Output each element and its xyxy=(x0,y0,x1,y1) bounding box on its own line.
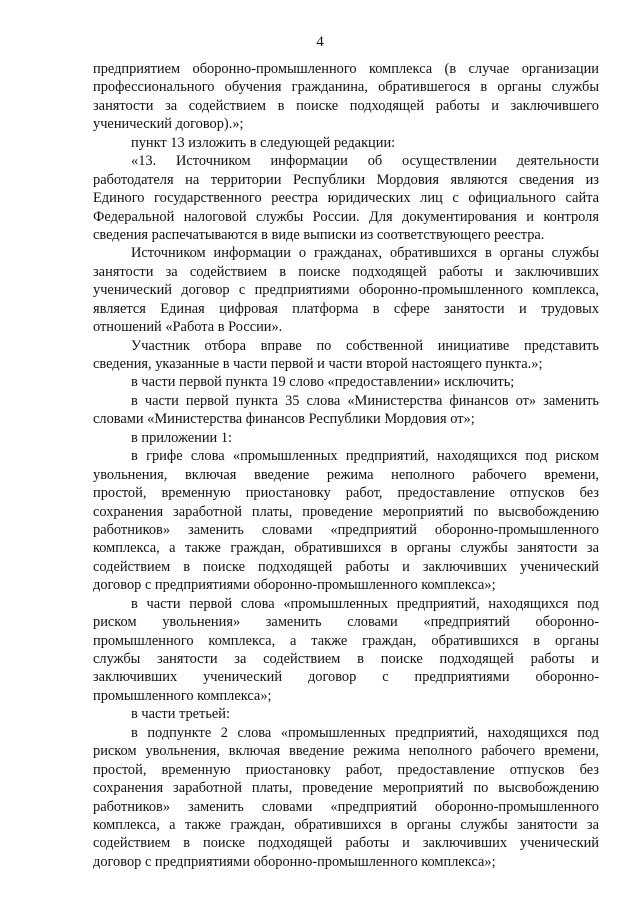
text-line: комплекса, а также граждан, обратившихся в органы службы занятости за xyxy=(93,540,599,557)
document-body xyxy=(93,60,599,871)
text-line: в части первой слова «промышленных предприятий, находящихся под xyxy=(131,595,599,612)
text-line: является Единая цифровая платформа в сфере занятости и трудовых xyxy=(93,300,599,317)
text-line: Источником информации о гражданах, обратившихся в органы службы xyxy=(131,245,599,262)
text-line: в грифе слова «промышленных предприятий, находящихся под риском xyxy=(131,448,599,465)
text-line: в подпункте 2 слова «промышленных предприятий, находящихся под xyxy=(131,724,599,741)
text-line: службы занятости за содействием в поиске подходящей работы и xyxy=(93,651,599,667)
text-line: простой, временную приостановку работ, предоставление отпусков без xyxy=(93,761,599,778)
text-line: Единого государственного реестра юридических лиц с официального сайта xyxy=(93,190,599,207)
text-line: предприятием оборонно-промышленного комплекса (в случае организации xyxy=(93,61,599,77)
text-line: в части третьей: xyxy=(131,706,230,723)
text-line: договор с предприятиями оборонно-промышленного комплекса»; xyxy=(93,853,496,870)
text-line: договор с предприятиями оборонно-промышленного комплекса»; xyxy=(93,577,496,594)
text-line: сведения распечатываются в виде выписки из соответствующего реестра. xyxy=(93,226,545,243)
text-line: содействием в поиске подходящей работы и заключивших ученический xyxy=(93,835,599,852)
text-line: промышленного комплекса»; xyxy=(93,687,272,704)
text-line: сохранения заработной платы, проведение мероприятий по высвобождению xyxy=(93,780,599,797)
text-line: пункт 13 изложить в следующей редакции: xyxy=(131,134,396,151)
text-line: занятости за содействием в поиске подходящей работы и заключившего xyxy=(93,97,599,114)
text-line: риском увольнения, включая введение режима неполного рабочего времени, xyxy=(93,743,599,760)
text-line: простой, временную приостановку работ, предоставление отпусков без xyxy=(93,485,599,502)
text-line: комплекса, а также граждан, обратившихся в органы службы занятости за xyxy=(93,816,599,833)
page-number: 4 xyxy=(316,34,324,50)
text-line: сохранения заработной платы, проведение мероприятий по высвобождению xyxy=(93,503,599,520)
text-line: сведения, указанные в части первой и части второй настоящего пункта.»; xyxy=(93,356,543,372)
text-line: работников» заменить словами «предприятий оборонно-промышленного xyxy=(93,521,599,538)
text-line: словами «Министерства финансов Республики Мордовия от»; xyxy=(93,411,475,428)
text-line: увольнения, включая введение режима неполного рабочего времени, xyxy=(93,466,599,483)
text-line: в части первой пункта 19 слово «предоставлении» исключить; xyxy=(131,374,515,391)
text-line: Участник отбора вправе по собственной инициативе представить xyxy=(131,337,599,354)
text-line: профессионального обучения гражданина, обратившегося в органы службы xyxy=(93,79,599,96)
text-line: промышленного комплекса, а также граждан, обратившихся в органы xyxy=(93,632,599,649)
text-line: работников» заменить словами «предприятий оборонно-промышленного xyxy=(93,798,599,815)
text-line: отношений «Работа в России». xyxy=(93,319,283,336)
text-line: в приложении 1: xyxy=(131,429,233,446)
text-line: «13. Источником информации об осуществлении деятельности xyxy=(131,153,599,170)
text-line: занятости за содействием в поиске подходящей работы и заключивших xyxy=(93,263,599,280)
text-line: Федеральной налоговой службы России. Для документирования и контроля xyxy=(93,208,599,225)
text-line: риском увольнения» заменить словами «предприятий оборонно- xyxy=(93,614,599,631)
text-line: ученический договор).»; xyxy=(93,116,244,133)
text-line: содействием в поиске подходящей работы и заключивших ученический xyxy=(93,558,599,575)
text-line: в части первой пункта 35 слова «Министерства финансов от» заменить xyxy=(131,392,599,409)
text-line: ученический договор с предприятиями оборонно-промышленного комплекса, xyxy=(93,282,599,299)
text-line: заключивших ученический договор с предприятиями оборонно- xyxy=(93,669,599,686)
text-line: работодателя на территории Республики Мордовия являются сведения из xyxy=(93,171,599,188)
